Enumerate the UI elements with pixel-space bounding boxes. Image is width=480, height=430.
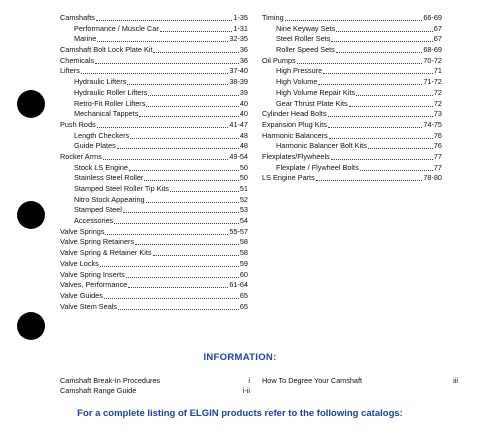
index-entry[interactable] [60,248,248,259]
index-subentry[interactable] [262,99,442,110]
index-entry-page: 48 [239,141,248,151]
info-item-page: iii [453,376,458,385]
index-entry[interactable] [60,227,248,238]
index-entry-label: Accessories [74,216,114,226]
index-subentry[interactable] [262,45,442,56]
index-subentry[interactable] [262,141,442,152]
leader-dots [323,66,433,74]
leader-dots [318,77,422,85]
leader-dots [331,152,433,160]
index-entry-label: Valve Spring Retainers [60,237,135,247]
index-entry-page: 68-69 [423,45,442,55]
index-entry[interactable] [60,259,248,270]
index-entry[interactable] [262,152,442,163]
index-entry[interactable] [262,13,442,24]
index-entry-page: 1-35 [233,13,248,22]
index-subentry[interactable] [60,88,248,99]
index-subentry[interactable] [60,131,248,142]
index-entry-label: Stock LS Engine [74,162,128,172]
index-subentry[interactable] [60,163,248,174]
binder-hole-bottom [17,312,45,340]
binder-hole-middle [17,201,45,229]
leader-dots [103,152,229,160]
leader-dots [153,45,238,53]
index-entry[interactable] [60,291,248,302]
leader-dots [135,237,239,245]
index-entry-label: Push Rods [60,119,96,129]
index-subentry[interactable] [60,184,248,195]
index-entry-page: 55-57 [229,226,248,236]
index-entry-page: 72 [433,98,442,108]
index-entry-label: Mechanical Tappets [74,109,139,119]
information-heading: INFORMATION: [203,352,277,363]
index-entry-label: Valve Spring Inserts [60,269,125,279]
index-entry-page: 52 [239,194,248,204]
leader-dots [336,45,423,53]
leader-dots [95,56,239,64]
leader-dots [336,24,433,32]
index-entry-label: Performance / Muscle Car [74,23,159,33]
index-entry-page: 77 [433,151,442,161]
index-entry-page: 72 [433,87,442,97]
leader-dots [170,184,239,192]
index-entry-label: Stamped Steel [74,205,122,215]
index-entry-page: 53 [239,205,248,215]
index-entry-page: 50 [239,173,248,183]
index-entry-page: 67 [433,34,442,44]
leader-dots [118,302,239,310]
leader-dots [146,99,239,107]
index-entry-label: Marine [74,34,97,44]
index-entry[interactable] [60,280,248,291]
index-subentry[interactable] [262,163,442,174]
index-entry[interactable] [60,270,248,281]
index-subentry[interactable] [262,24,442,35]
index-entry-label: Camshafts [60,13,95,22]
index-entry-label: Timing [262,13,284,22]
index-subentry[interactable] [262,88,442,99]
index-entry-page: 59 [239,258,248,268]
index-entry-page: 66-69 [423,13,442,22]
leader-dots [285,13,423,21]
index-entry-label: Stainless Steel Roller [74,173,144,183]
index-entry-label: Oil Pumps [262,55,296,65]
index-entry[interactable] [262,131,442,142]
index-entry-page: 65 [239,290,248,300]
index-entry-label: Cylinder Head Bolts [262,109,327,119]
leader-dots [328,109,433,117]
index-entry-label: Expansion Plug Kits [262,119,327,129]
index-entry-page: 36 [239,45,248,55]
info-item-label: How To Degree Your Camshaft [262,376,363,385]
index-subentry[interactable] [262,66,442,77]
index-entry-label: Camshaft Bolt Lock Plate Kit [60,45,153,55]
leader-dots [117,141,239,149]
index-entry[interactable] [262,120,442,131]
index-entry-page: 71-72 [423,77,442,87]
leader-dots [96,13,233,21]
index-entry-label: Hydraulic Roller Lifters [74,87,148,97]
index-entry-label: Rocker Arms [60,151,102,161]
leader-dots [104,291,239,299]
leader-dots [144,173,239,181]
index-entry-label: Valve Locks [60,258,99,268]
leader-dots [328,120,422,128]
index-left-column [60,13,248,312]
index-subentry[interactable] [60,77,248,88]
index-entry-page: 71 [433,66,442,76]
leader-dots [148,88,238,96]
index-entry-label: Flexplate / Flywheel Bolts [276,162,359,172]
index-entry[interactable] [60,13,248,24]
leader-dots [123,205,239,213]
index-entry-page: 51 [239,184,248,193]
index-entry-page: 73 [433,109,442,119]
index-entry-label: Nitro Stock Appearing [74,194,145,204]
index-entry-label: Valve Stem Seals [60,301,118,311]
info-item[interactable] [60,386,250,396]
index-subentry[interactable] [60,24,248,35]
leader-dots [129,163,239,171]
index-entry-label: Roller Speed Sets [276,45,335,55]
index-subentry[interactable] [60,141,248,152]
leader-dots [356,88,433,96]
info-item[interactable] [262,376,458,386]
index-entry-page: 77 [433,162,442,172]
index-entry-page: 40 [239,109,248,119]
index-entry-page: 50 [239,162,248,172]
index-subentry[interactable] [60,216,248,227]
index-entry-page: 1-31 [233,23,248,33]
index-entry-label: Lifters [60,66,80,76]
index-subentry[interactable] [60,173,248,184]
leader-dots [114,216,239,224]
index-entry-page: 67 [433,23,442,33]
index-entry-page: 74-75 [423,119,442,129]
index-entry-label: Harmonic Balancers [262,130,328,140]
index-entry[interactable] [60,237,248,248]
index-subentry[interactable] [262,77,442,88]
index-entry-label: High Pressure [276,66,323,76]
index-entry-page: 32-35 [229,34,248,44]
index-entry-label: High Volume [276,77,318,87]
index-entry-label: High Volume Repair Kits [276,87,356,97]
leader-dots [127,77,228,85]
info-item-label: Camshaft Range Guide [60,386,137,395]
leader-dots [329,131,433,139]
index-entry-page: 78-80 [423,173,442,183]
index-entry-page: 60 [239,269,248,279]
index-entry-page: 40 [239,98,248,108]
leader-dots [139,109,239,117]
index-entry-label: Steel Roller Sets [276,34,331,44]
index-entry-page: 76 [433,141,442,151]
leader-dots [160,24,233,32]
leader-dots [105,227,228,235]
index-entry-page: 61-64 [229,280,248,290]
leader-dots [146,195,239,203]
index-entry-page: 65 [239,301,248,311]
index-entry[interactable] [60,302,248,313]
index-subentry[interactable] [60,34,248,45]
leader-dots [331,34,433,42]
leader-dots [297,56,423,64]
leader-dots [349,99,433,107]
index-entry[interactable] [60,66,248,77]
index-entry[interactable] [262,109,442,120]
leader-dots [368,141,433,149]
index-entry-page: 39 [239,87,248,97]
index-entry-page: 49-54 [229,151,248,161]
index-entry-label: Gear Thrust Plate Kits [276,98,348,108]
info-item-page: i-ii [242,386,250,395]
index-entry[interactable] [262,173,442,184]
leader-dots [97,120,229,128]
index-right-column [262,13,442,184]
index-entry-label: Stamped Steel Roller Tip Kits [74,184,169,193]
index-entry-label: Retro-Fit Roller Lifters [74,98,146,108]
index-subentry[interactable] [60,99,248,110]
index-entry-label: Valve Spring & Retainer Kits [60,248,152,258]
index-entry-page: 38-39 [229,77,248,87]
index-entry[interactable] [60,120,248,131]
index-entry[interactable] [60,45,248,56]
index-entry-page: 36 [239,55,248,65]
index-entry[interactable] [60,152,248,163]
index-entry[interactable] [262,56,442,67]
index-subentry[interactable] [60,109,248,120]
leader-dots [128,280,228,288]
index-subentry[interactable] [60,205,248,216]
binder-hole-top [17,90,45,118]
index-entry-page: 48 [239,130,248,140]
leader-dots [126,270,239,278]
index-entry-label: LS Engine Parts [262,173,315,183]
index-entry-page: 41-47 [229,119,248,129]
index-entry-label: Harmonic Balancer Bolt Kits [276,141,367,151]
leader-dots [360,163,433,171]
leader-dots [81,66,228,74]
index-entry-label: Valve Springs [60,226,105,236]
leader-dots [316,173,423,181]
index-entry-label: Nine Keyway Sets [276,23,336,33]
index-entry-label: Length Checkers [74,130,130,140]
info-item-page: i [248,376,250,385]
index-entry-page: 58 [239,248,248,258]
index-entry-label: Hydraulic Lifters [74,77,127,87]
index-entry-label: Valve Guides [60,290,103,300]
info-item-label: Camshaft Break-In Procedures [60,376,161,385]
leader-dots [100,259,239,267]
index-entry-page: 54 [239,216,248,226]
index-entry-page: 58 [239,237,248,247]
index-entry-label: Guide Plates [74,141,116,151]
index-entry-page: 76 [433,130,442,140]
catalog-reference-note: For a complete listing of ELGIN products refer to the following catalogs: [77,408,403,419]
index-entry-label: Valves, Performance [60,280,128,290]
index-subentry[interactable] [60,195,248,206]
index-entry-label: Chemicals [60,55,95,65]
leader-dots [153,248,239,256]
index-entry-page: 70-72 [423,55,442,65]
leader-dots [97,34,228,42]
index-entry[interactable] [60,56,248,67]
info-item[interactable] [60,376,250,386]
index-subentry[interactable] [262,34,442,45]
index-entry-page: 37-40 [229,66,248,76]
leader-dots [130,131,239,139]
index-entry-label: Flexplates/Flywheels [262,151,330,161]
